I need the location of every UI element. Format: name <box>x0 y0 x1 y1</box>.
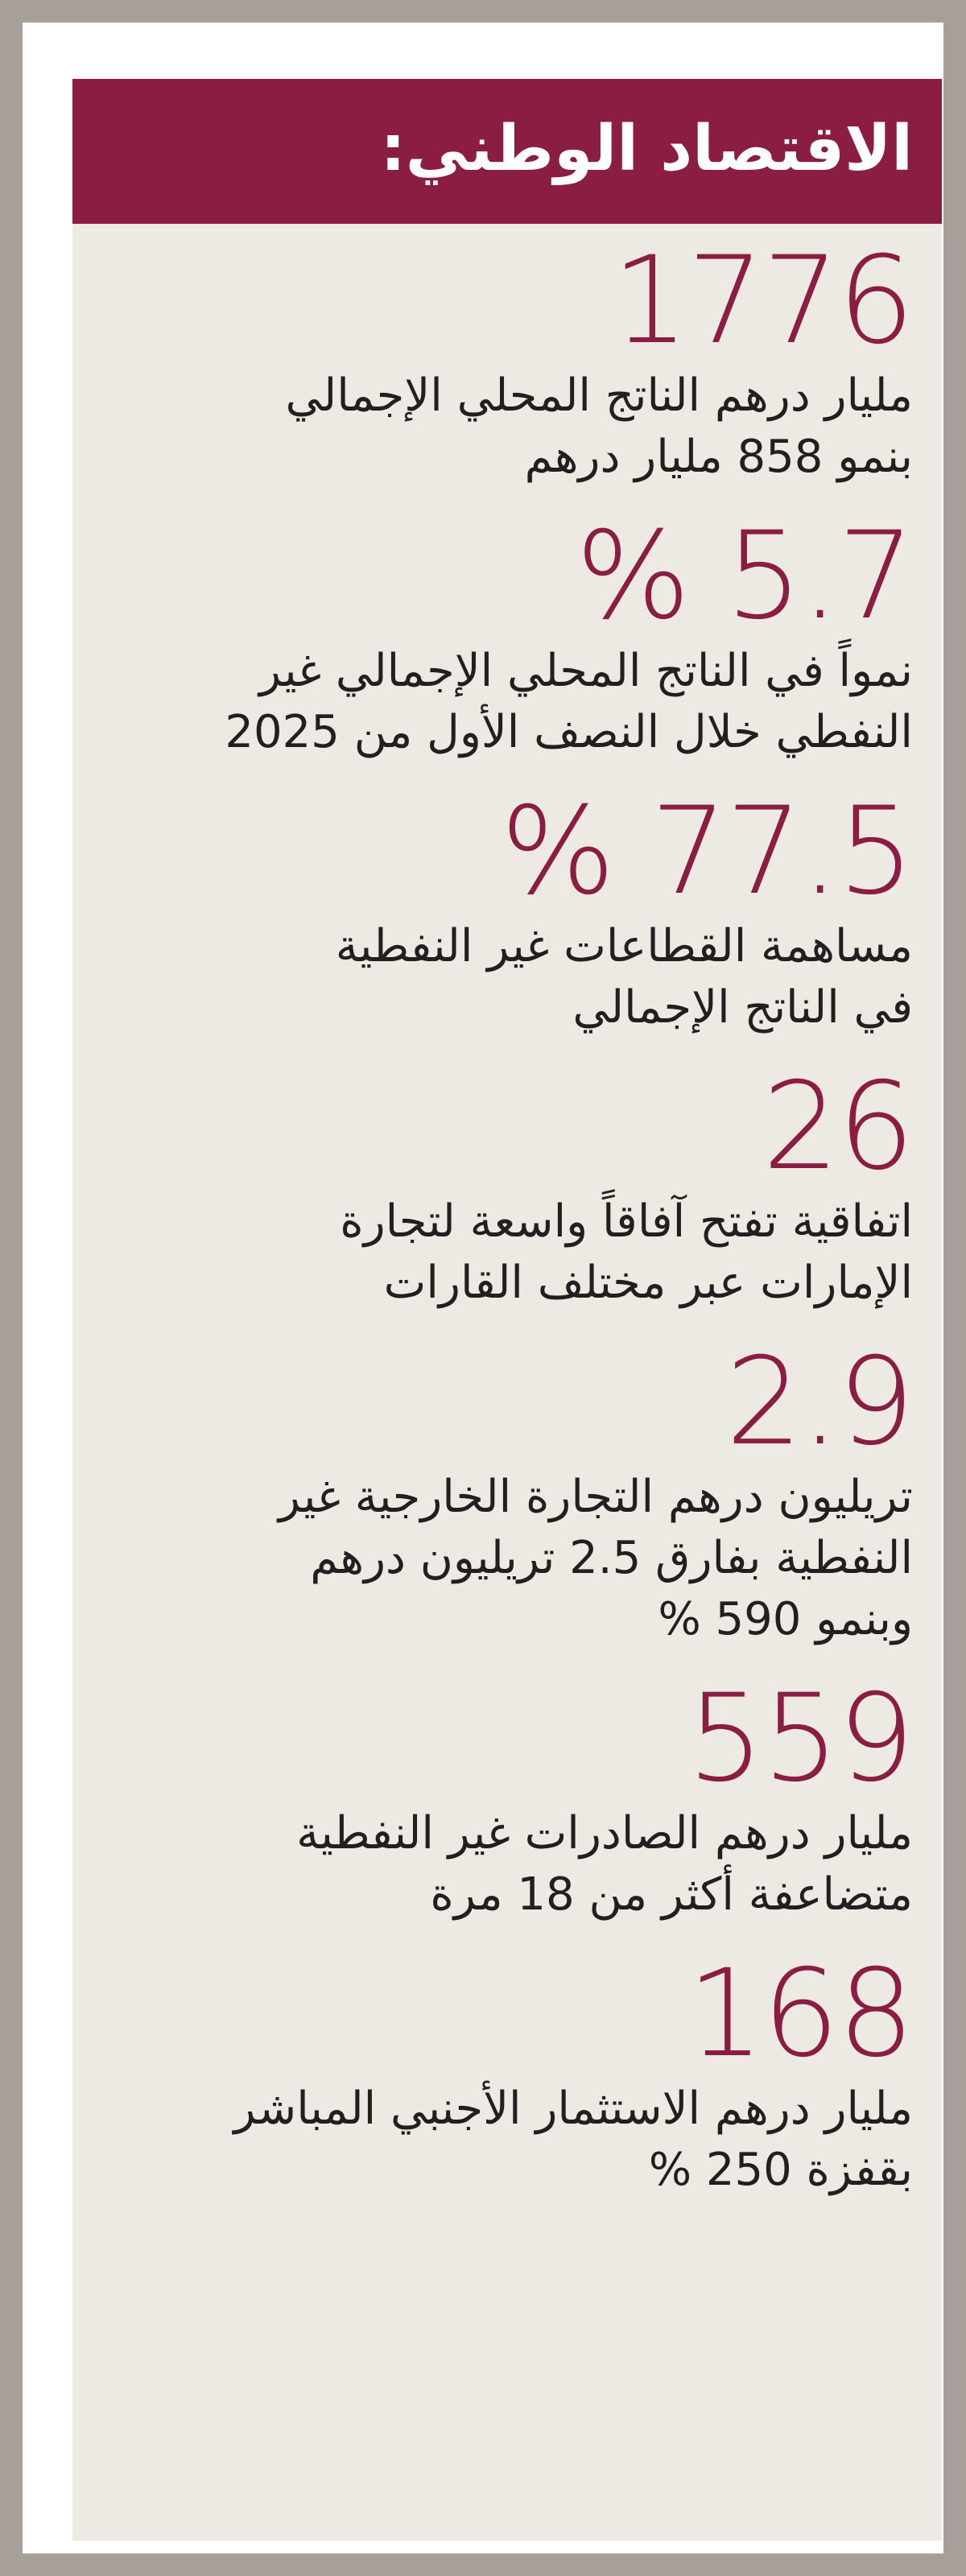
stat-description-line: اتفاقية تفتح آفاقاً واسعة لتجارة <box>340 1195 913 1248</box>
stat-description <box>92 916 913 1038</box>
stat-description-line: متضاعفة أكثر من 18 مرة <box>430 1868 913 1921</box>
stat-description-line: النفطية بفارق 2.5 تريليون درهم <box>310 1532 913 1584</box>
stat-description-line: مساهمة القطاعات غير النفطية <box>335 920 913 972</box>
stat-item-exports <box>72 1669 942 1926</box>
stat-description <box>92 1191 913 1314</box>
stat-description-line: بنمو 858 مليار درهم <box>524 431 913 483</box>
stat-description <box>92 2079 913 2201</box>
stat-description-line: تريليون درهم التجارة الخارجية غير <box>278 1471 913 1523</box>
stat-item-non-oil-share <box>72 782 942 1038</box>
stat-description-line: مليار درهم الاستثمار الأجنبي المباشر <box>233 2083 913 2135</box>
stat-description-line: الإمارات عبر مختلف القارات <box>383 1257 913 1309</box>
stat-item-fdi <box>72 1944 942 2201</box>
stat-description-line: نمواً في الناتج المحلي الإجمالي غير <box>259 645 913 697</box>
infographic-card <box>72 79 942 2541</box>
stat-item-gdp <box>72 231 942 488</box>
stat-description-line: مليار درهم الصادرات غير النفطية <box>296 1807 913 1860</box>
stat-value: 559 <box>687 1669 913 1809</box>
stat-value: 77.5 % <box>500 782 913 922</box>
stat-value: 1776 <box>612 231 913 371</box>
stats-list <box>72 231 942 2201</box>
stat-description-line: وبنمو 590 % <box>658 1593 913 1645</box>
stat-item-non-oil-growth <box>72 506 942 763</box>
stat-description <box>92 1467 913 1650</box>
stat-description-line: النفطي خلال النصف الأول من 2025 <box>225 706 913 758</box>
stat-value: 168 <box>687 1944 913 2084</box>
stat-item-foreign-trade <box>72 1332 942 1650</box>
stat-description-line: في الناتج الإجمالي <box>572 981 913 1034</box>
stat-item-agreements <box>72 1057 942 1314</box>
stat-value: 5.7 % <box>576 506 913 646</box>
stat-description-line: بقفزة 250 % <box>648 2144 913 2196</box>
header-bar <box>72 79 942 224</box>
stat-description <box>92 1803 913 1926</box>
stat-description-line: مليار درهم الناتج المحلي الإجمالي <box>285 369 913 422</box>
white-border <box>23 23 943 2553</box>
stat-description <box>92 641 913 763</box>
stat-value: 26 <box>762 1057 913 1197</box>
stat-value: 2.9 <box>725 1332 913 1472</box>
stat-description <box>92 365 913 488</box>
page-title: الاقتصاد الوطني: <box>380 113 913 185</box>
